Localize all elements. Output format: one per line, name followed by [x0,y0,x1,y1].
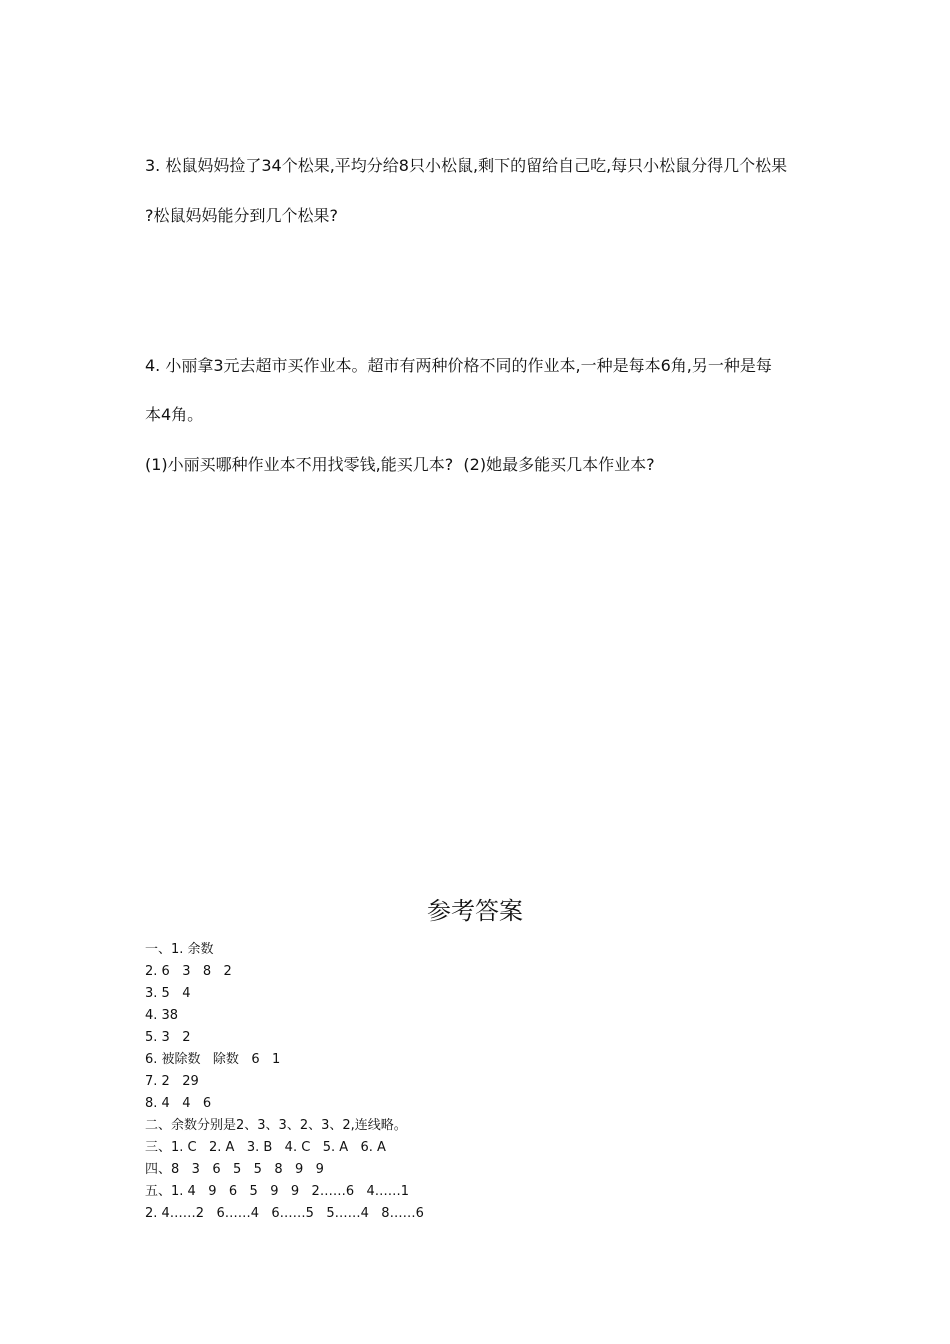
answer-line: 五、1. 4 9 6 5 9 9 2……6 4……1 [145,1184,410,1199]
answer-line: 3. 5 4 [145,986,191,1001]
answer-line: 一、1. 余数 [145,942,214,957]
answer-line: 2. 6 3 8 2 [145,964,232,979]
question-4-subquestions: (1)小丽买哪种作业本不用找零钱,能买几本? (2)她最多能买几本作业本? [145,455,655,474]
answer-line: 8. 4 4 6 [145,1096,212,1111]
answer-line: 二、余数分别是2、3、3、2、3、2,连线略。 [145,1118,407,1133]
answers-title: 参考答案 [427,897,523,925]
question-4-line-2: 本4角。 [145,405,204,424]
answer-line: 四、8 3 6 5 5 8 9 9 [145,1162,324,1177]
answer-line: 2. 4……2 6……4 6……5 5……4 8……6 [145,1206,424,1221]
answer-line: 7. 2 29 [145,1074,199,1089]
question-3-line-2: ?松鼠妈妈能分到几个松果? [145,206,338,225]
answer-line: 6. 被除数 除数 6 1 [145,1052,281,1067]
question-4-line-1: 4. 小丽拿3元去超市买作业本。超市有两种价格不同的作业本,一种是每本6角,另一种是每 [145,356,772,375]
answer-line: 5. 3 2 [145,1030,191,1045]
question-3-line-1: 3. 松鼠妈妈捡了34个松果,平均分给8只小松鼠,剩下的留给自己吃,每只小松鼠分得几个松果 [145,156,788,175]
answer-line: 三、1. C 2. A 3. B 4. C 5. A 6. A [145,1140,386,1155]
answer-line: 4. 38 [145,1008,179,1023]
